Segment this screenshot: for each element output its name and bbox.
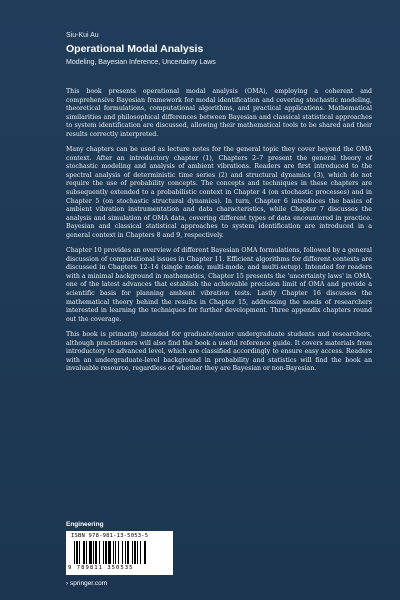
blurb-paragraph-4: This book is primarily intended for graduate/senior undergraduate students and researchers, although practitioners will also find the book a useful reference guide. It covers materials from introductory to advanced level, which are classified accordingly to ensure easy access. Readers with an undergraduate-level background in probability and statistics will find the book an invaluable resource, regardless of whether they are Bayesian or non-Bayesian. xyxy=(66,331,372,373)
barcode-digits: 9 789811 350535 xyxy=(68,565,134,571)
isbn-label: ISBN 978-981-13-5053-5 xyxy=(71,533,149,539)
blurb xyxy=(66,88,372,381)
publisher-link[interactable]: › springer.com xyxy=(66,580,108,587)
barcode-panel xyxy=(66,531,173,575)
barcode-icon xyxy=(74,541,169,564)
book-title: Operational Modal Analysis xyxy=(66,43,204,55)
subject-category: Engineering xyxy=(66,521,104,528)
author-name: Siu-Kui Au xyxy=(66,32,99,39)
book-subtitle: Modeling, Bayesian Inference, Uncertainty Laws xyxy=(66,59,216,66)
cover-header xyxy=(66,32,366,66)
blurb-paragraph-2: Many chapters can be used as lecture notes for the general topic they cover beyond the OMA context. After an introductory chapter (1), Chapters 2–7 present the general theory of stochastic modeling and analysis of ambient vibrations. Readers are first introduced to the spectral analysis of deterministic time series (2) and structural dynamics (3), which do not require the use of probability concepts. The concepts and techniques in these chapters are subsequently extended to a probabilistic context in Chapter 4 (on stochastic processes) and in Chapter 5 (on stochastic structural dynamics). In turn, Chapter 6 introduces the basics of ambient vibration instrumentation and data characteristics, while Chapter 7 discusses the analysis and simulation of OMA data, covering different types of data encountered in practice. Bayesian and classical statistical approaches to system identification are introduced in a general context in Chapters 8 and 9, respectively. xyxy=(66,146,372,239)
blurb-paragraph-1: This book presents operational modal analysis (OMA), employing a coherent and comprehensive Bayesian framework for modal identification and covering stochastic modeling, theoretical formulations, computational algorithms, and practical applications. Mathematical similarities and philosophical differences between Bayesian and classical statistical approaches to system identification are discussed, allowing their mathematical tools to be shared and their results correctly interpreted. xyxy=(66,88,372,138)
blurb-paragraph-3: Chapter 10 provides an overview of different Bayesian OMA formulations, followed by a general discussion of computational issues in Chapter 11. Efficient algorithms for different contexts are discussed in Chapters 12–14 (single mode, multi-mode, and multi-setup). Intended for readers with a minimal background in mathematics, Chapter 15 presents the 'uncertainty laws' in OMA, one of the latest advances that establish the achievable precision limit of OMA and provide a scientific basis for planning ambient vibration tests. Lastly Chapter 16 discusses the mathematical theory behind the results in Chapter 15, addressing the needs of researchers interested in learning the techniques for further development. Three appendix chapters round out the coverage. xyxy=(66,247,372,323)
